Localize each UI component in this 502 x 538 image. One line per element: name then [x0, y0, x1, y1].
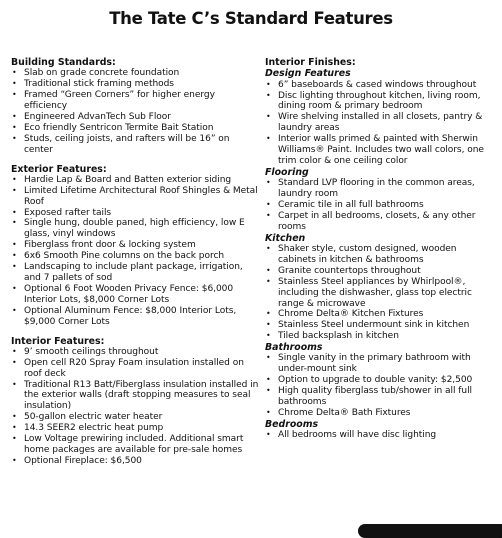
list-item: • High quality fiberglass tub/shower in all full bathrooms	[265, 386, 497, 408]
interior-features-section	[11, 336, 259, 467]
left-column	[11, 57, 259, 467]
list-item: • 9’ smooth ceilings throughout	[11, 347, 259, 358]
list-item: • 6x6 Smooth Pine columns on the back porch	[11, 251, 259, 262]
bathrooms-list	[265, 353, 497, 418]
list-item: • Stainless Steel undermount sink in kitchen	[265, 320, 497, 331]
list-item: • Single vanity in the primary bathroom with under-mount sink	[265, 353, 497, 375]
list-item: • Interior walls primed & painted with Sherwin Williams® Paint. Includes two wall colors, one trim color & one ceiling color	[265, 134, 497, 167]
list-item: • Optional Fireplace: $6,500	[11, 456, 259, 467]
list-item: • Single hung, double paned, high efficiency, low E glass, vinyl windows	[11, 218, 259, 240]
list-item: • Slab on grade concrete foundation	[11, 68, 259, 79]
list-item: • Eco friendly Sentricon Termite Bait Station	[11, 123, 259, 134]
list-item: • 14.3 SEER2 electric heat pump	[11, 423, 259, 434]
design-features-section	[265, 68, 497, 167]
list-item: • Engineered AdvanTech Sub Floor	[11, 112, 259, 123]
list-item: • Wire shelving installed in all closets, pantry & laundry areas	[265, 112, 497, 134]
exterior-features-section	[11, 164, 259, 328]
kitchen-list	[265, 244, 497, 342]
flooring-list	[265, 178, 497, 233]
list-item: • Traditional R13 Batt/Fiberglass insulation installed in the exterior walls (draft stopping measures to seal insulation)	[11, 380, 259, 413]
building-standards-list	[11, 68, 259, 155]
flooring-heading: Flooring	[265, 166, 309, 178]
list-item: • Limited Lifetime Architectural Roof Shingles & Metal Roof	[11, 186, 259, 208]
page-title: The Tate C’s Standard Features	[109, 9, 393, 28]
list-item: • Chrome Delta® Kitchen Fixtures	[265, 309, 497, 320]
list-item: • All bedrooms will have disc lighting	[265, 430, 497, 441]
list-item: • 6” baseboards & cased windows throughout	[265, 80, 497, 91]
corner-overlay-shape	[358, 524, 502, 538]
list-item: • Optional Aluminum Fence: $8,000 Interior Lots, $9,000 Corner Lots	[11, 306, 259, 328]
list-item: • Low Voltage prewiring included. Additional smart home packages are available for pre-sale homes	[11, 434, 259, 456]
flooring-section	[265, 167, 497, 233]
spacer	[11, 328, 259, 336]
bathrooms-section	[265, 342, 497, 419]
list-item: • Shaker style, custom designed, wooden cabinets in kitchen & bathrooms	[265, 244, 497, 266]
right-column	[265, 57, 497, 441]
list-item: • Hardie Lap & Board and Batten exterior siding	[11, 175, 259, 186]
exterior-features-heading: Exterior Features:	[11, 163, 107, 175]
list-item: • Tiled backsplash in kitchen	[265, 331, 497, 342]
list-item: • Framed “Green Corners” for higher energy efficiency	[11, 90, 259, 112]
interior-features-heading: Interior Features:	[11, 335, 105, 347]
design-features-heading: Design Features	[265, 68, 351, 80]
bedrooms-list	[265, 430, 497, 441]
list-item: • Optional 6 Foot Wooden Privacy Fence: $6,000 Interior Lots, $8,000 Corner Lots	[11, 284, 259, 306]
list-item: • Landscaping to include plant package, irrigation, and 7 pallets of sod	[11, 262, 259, 284]
list-item: • Stainless Steel appliances by Whirlpool®, including the dishwasher, glass top electric range & microwave	[265, 277, 497, 310]
list-item: • Disc lighting throughout kitchen, living room, dining room & primary bedroom	[265, 91, 497, 113]
spacer	[11, 156, 259, 164]
list-item: • 50-gallon electric water heater	[11, 412, 259, 423]
list-item: • Option to upgrade to double vanity: $2,500	[265, 375, 497, 386]
bathrooms-heading: Bathrooms	[265, 342, 323, 354]
list-item: • Standard LVP flooring in the common areas, laundry room	[265, 178, 497, 200]
kitchen-heading: Kitchen	[265, 232, 306, 244]
list-item: • Carpet in all bedrooms, closets, & any other rooms	[265, 211, 497, 233]
bedrooms-section	[265, 419, 497, 441]
interior-features-list	[11, 347, 259, 467]
list-item: • Studs, ceiling joists, and rafters will be 16” on center	[11, 134, 259, 156]
bedrooms-heading: Bedrooms	[265, 418, 319, 430]
exterior-features-list	[11, 175, 259, 328]
list-item: • Traditional stick framing methods	[11, 79, 259, 90]
interior-finishes-heading: Interior Finishes:	[265, 57, 356, 68]
list-item: • Ceramic tile in all full bathrooms	[265, 200, 497, 211]
building-standards-heading: Building Standards:	[11, 57, 116, 68]
list-item: • Exposed rafter tails	[11, 208, 259, 219]
building-standards-section	[11, 57, 259, 156]
design-features-list	[265, 80, 497, 167]
list-item: • Granite countertops throughout	[265, 266, 497, 277]
list-item: • Chrome Delta® Bath Fixtures	[265, 408, 497, 419]
kitchen-section	[265, 233, 497, 342]
list-item: • Open cell R20 Spray Foam insulation installed on roof deck	[11, 358, 259, 380]
list-item: • Fiberglass front door & locking system	[11, 240, 259, 251]
